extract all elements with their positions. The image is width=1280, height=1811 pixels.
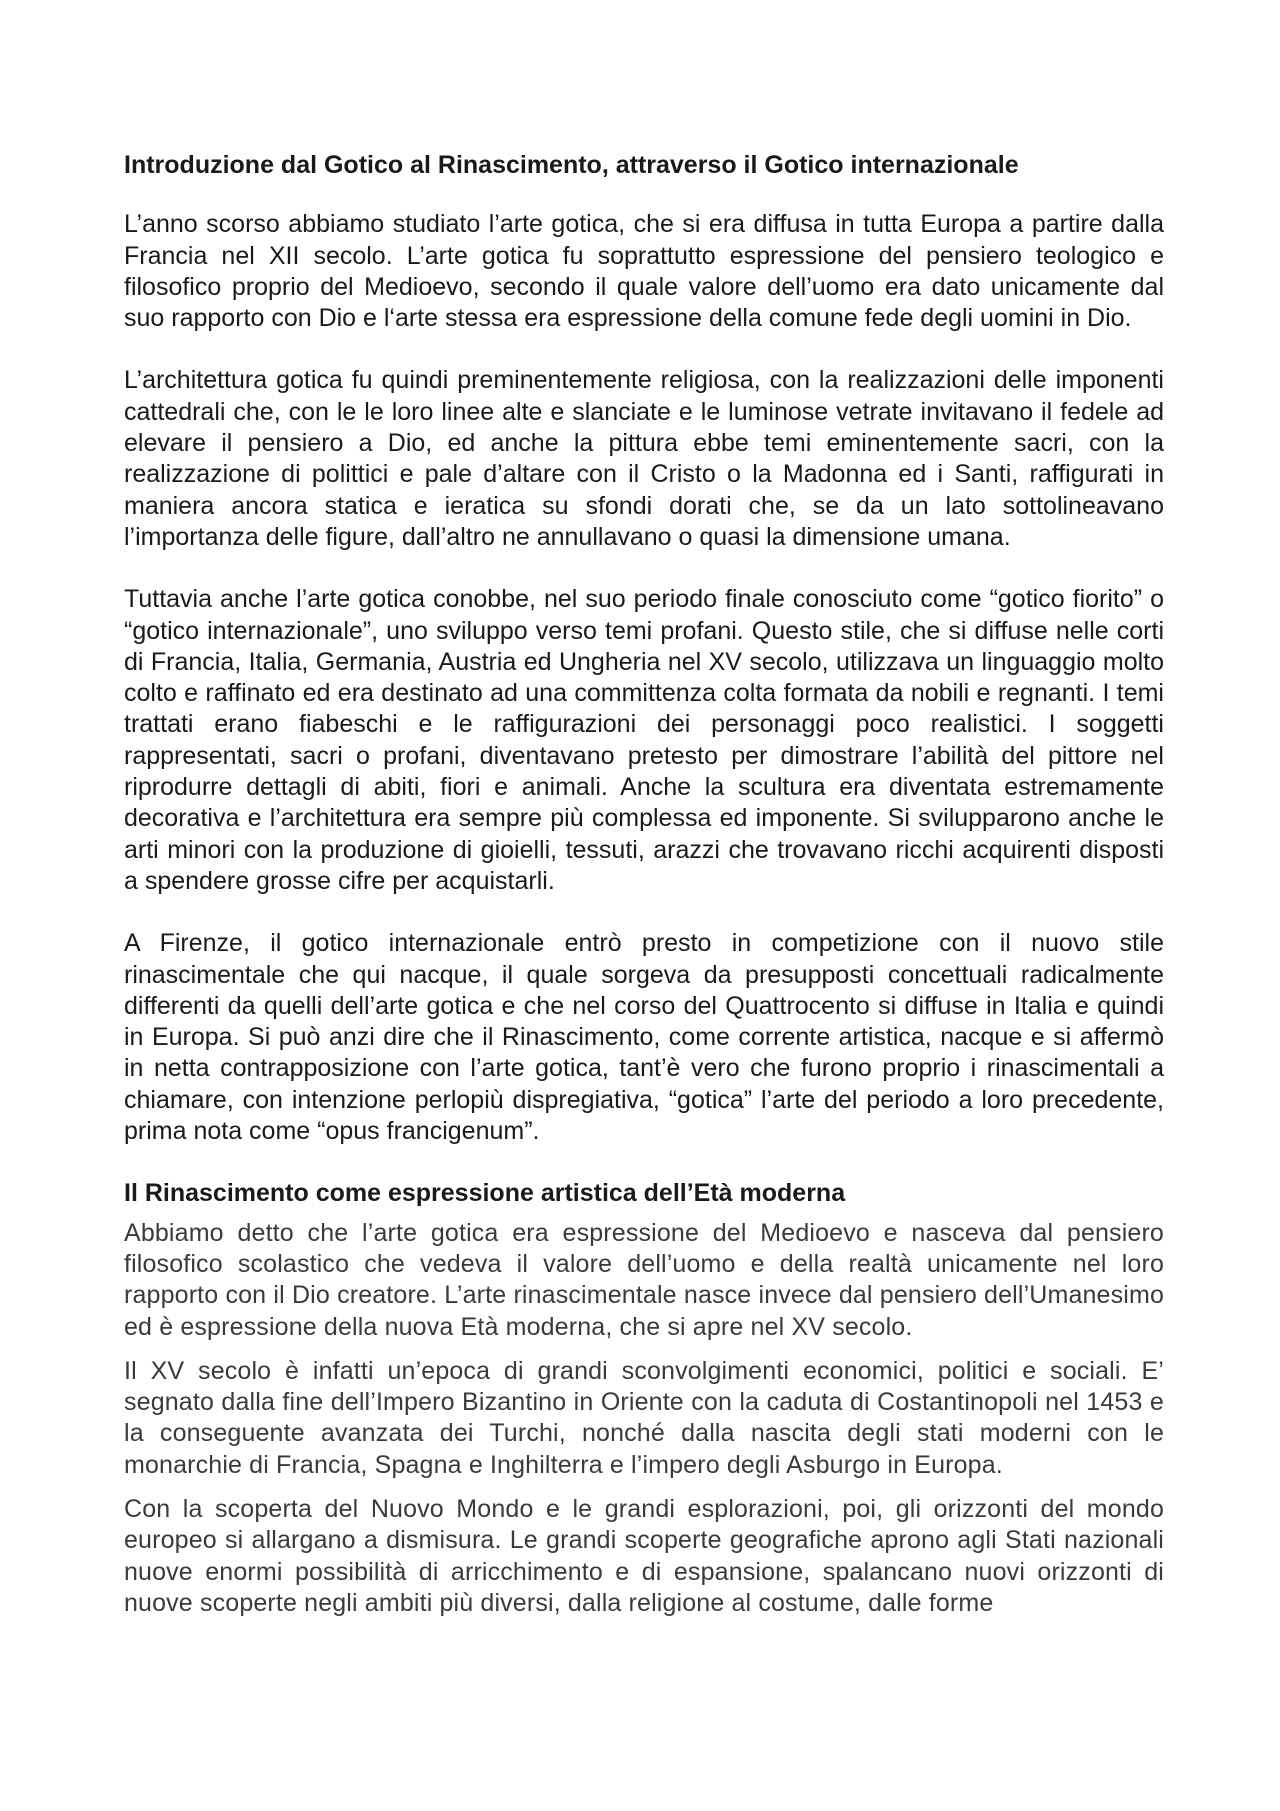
- paragraph-florence: A Firenze, il gotico internazionale entrò presto in competizione con il nuovo stile rinascimentale che qui nacque, il quale sorgeva da presupposti concettuali radicalmente differenti da quelli dell’arte gotica e che nel corso del Quattrocento si diffuse in Italia e quindi in Europa. Si può anzi dire che il Rinascimento, come corrente artistica, nacque e si affermò in netta contrapposizione con l’arte gotica, tant’è vero che furono proprio i rinascimentali a chiamare, con intenzione perlopiù dispregiativa, “gotica” l’arte del periodo a loro precedente, prima nota come “opus francigenum”.: [124, 929, 1164, 1146]
- paragraph-renaissance-intro: Abbiamo detto che l’arte gotica era espressione del Medioevo e nasceva dal pensiero filosofico scolastico che vedeva il valore dell’uomo e della realtà unicamente nel loro rapporto con il Dio creatore. L’arte rinascimentale nasce invece dal pensiero dell’Umanesimo ed è espressione della nuova Età moderna, che si apre nel XV secolo.: [124, 1218, 1164, 1341]
- section-heading-renaissance: Il Rinascimento come espressione artistica dell’Età moderna: [124, 1179, 846, 1208]
- document-body: [124, 150, 1164, 1632]
- paragraph-fifteenth-century: Il XV secolo è infatti un’epoca di grandi sconvolgimenti economici, politici e sociali. E’ segnato dalla fine dell’Impero Bizantino in Oriente con la caduta di Costantinopoli nel 1453 e la conseguente avanzata dei Turchi, nonché dalla nascita degli stati moderni con le monarchie di Francia, Spagna e Inghilterra e l’impero degli Asburgo in Europa.: [124, 1356, 1164, 1479]
- paragraph-gothic-intro: L’anno scorso abbiamo studiato l’arte gotica, che si era diffusa in tutta Europa a partire dalla Francia nel XII secolo. L’arte gotica fu soprattutto espressione del pensiero teologico e filosofico proprio del Medioevo, secondo il quale valore dell’uomo era dato unicamente dal suo rapporto con Dio e l‘arte stessa era espressione della comune fede degli uomini in Dio.: [124, 210, 1164, 333]
- document-title: Introduzione dal Gotico al Rinascimento, attraverso il Gotico internazionale: [124, 151, 1019, 179]
- paragraph-gothic-architecture: L’architettura gotica fu quindi preminentemente religiosa, con la realizzazioni delle imponenti cattedrali che, con le le loro linee alte e slanciate e le luminose vetrate invitavano il fedele ad elevare il pensiero a Dio, ed anche la pittura ebbe temi eminentemente sacri, con la realizzazione di polittici e pale d’altare con il Cristo o la Madonna ed i Santi, raffigurati in maniera ancora statica e ieratica su sfondi dorati che, se da un lato sottolineavano l’importanza delle figure, dall’altro ne annullavano o quasi la dimensione umana.: [124, 366, 1164, 551]
- paragraph-international-gothic: Tuttavia anche l’arte gotica conobbe, nel suo periodo finale conosciuto come “gotico fiorito” o “gotico internazionale”, uno sviluppo verso temi profani. Questo stile, che si diffuse nelle corti di Francia, Italia, Germania, Austria ed Ungheria nel XV secolo, utilizzava un linguaggio molto colto e raffinato ed era destinato ad una committenza colta formata da nobili e regnanti. I temi trattati erano fiabeschi e le raffigurazioni dei personaggi poco realistici. I soggetti rappresentati, sacri o profani, diventavano pretesto per dimostrare l’abilità del pittore nel riprodurre dettagli di abiti, fiori e animali. Anche la scultura era diventata estremamente decorativa e l’architettura era sempre più complessa ed imponente. Si svilupparono anche le arti minori con la produzione di gioielli, tessuti, arazzi che trovavano ricchi acquirenti disposti a spendere grosse cifre per acquistarli.: [124, 585, 1164, 895]
- paragraph-new-world: Con la scoperta del Nuovo Mondo e le grandi esplorazioni, poi, gli orizzonti del mondo europeo si allargano a dismisura. Le grandi scoperte geografiche aprono agli Stati nazionali nuove enormi possibilità di arricchimento e di espansione, spalancano nuovi orizzonti di nuove scoperte negli ambiti più diversi, dalla religione al costume, dalle forme: [124, 1494, 1164, 1617]
